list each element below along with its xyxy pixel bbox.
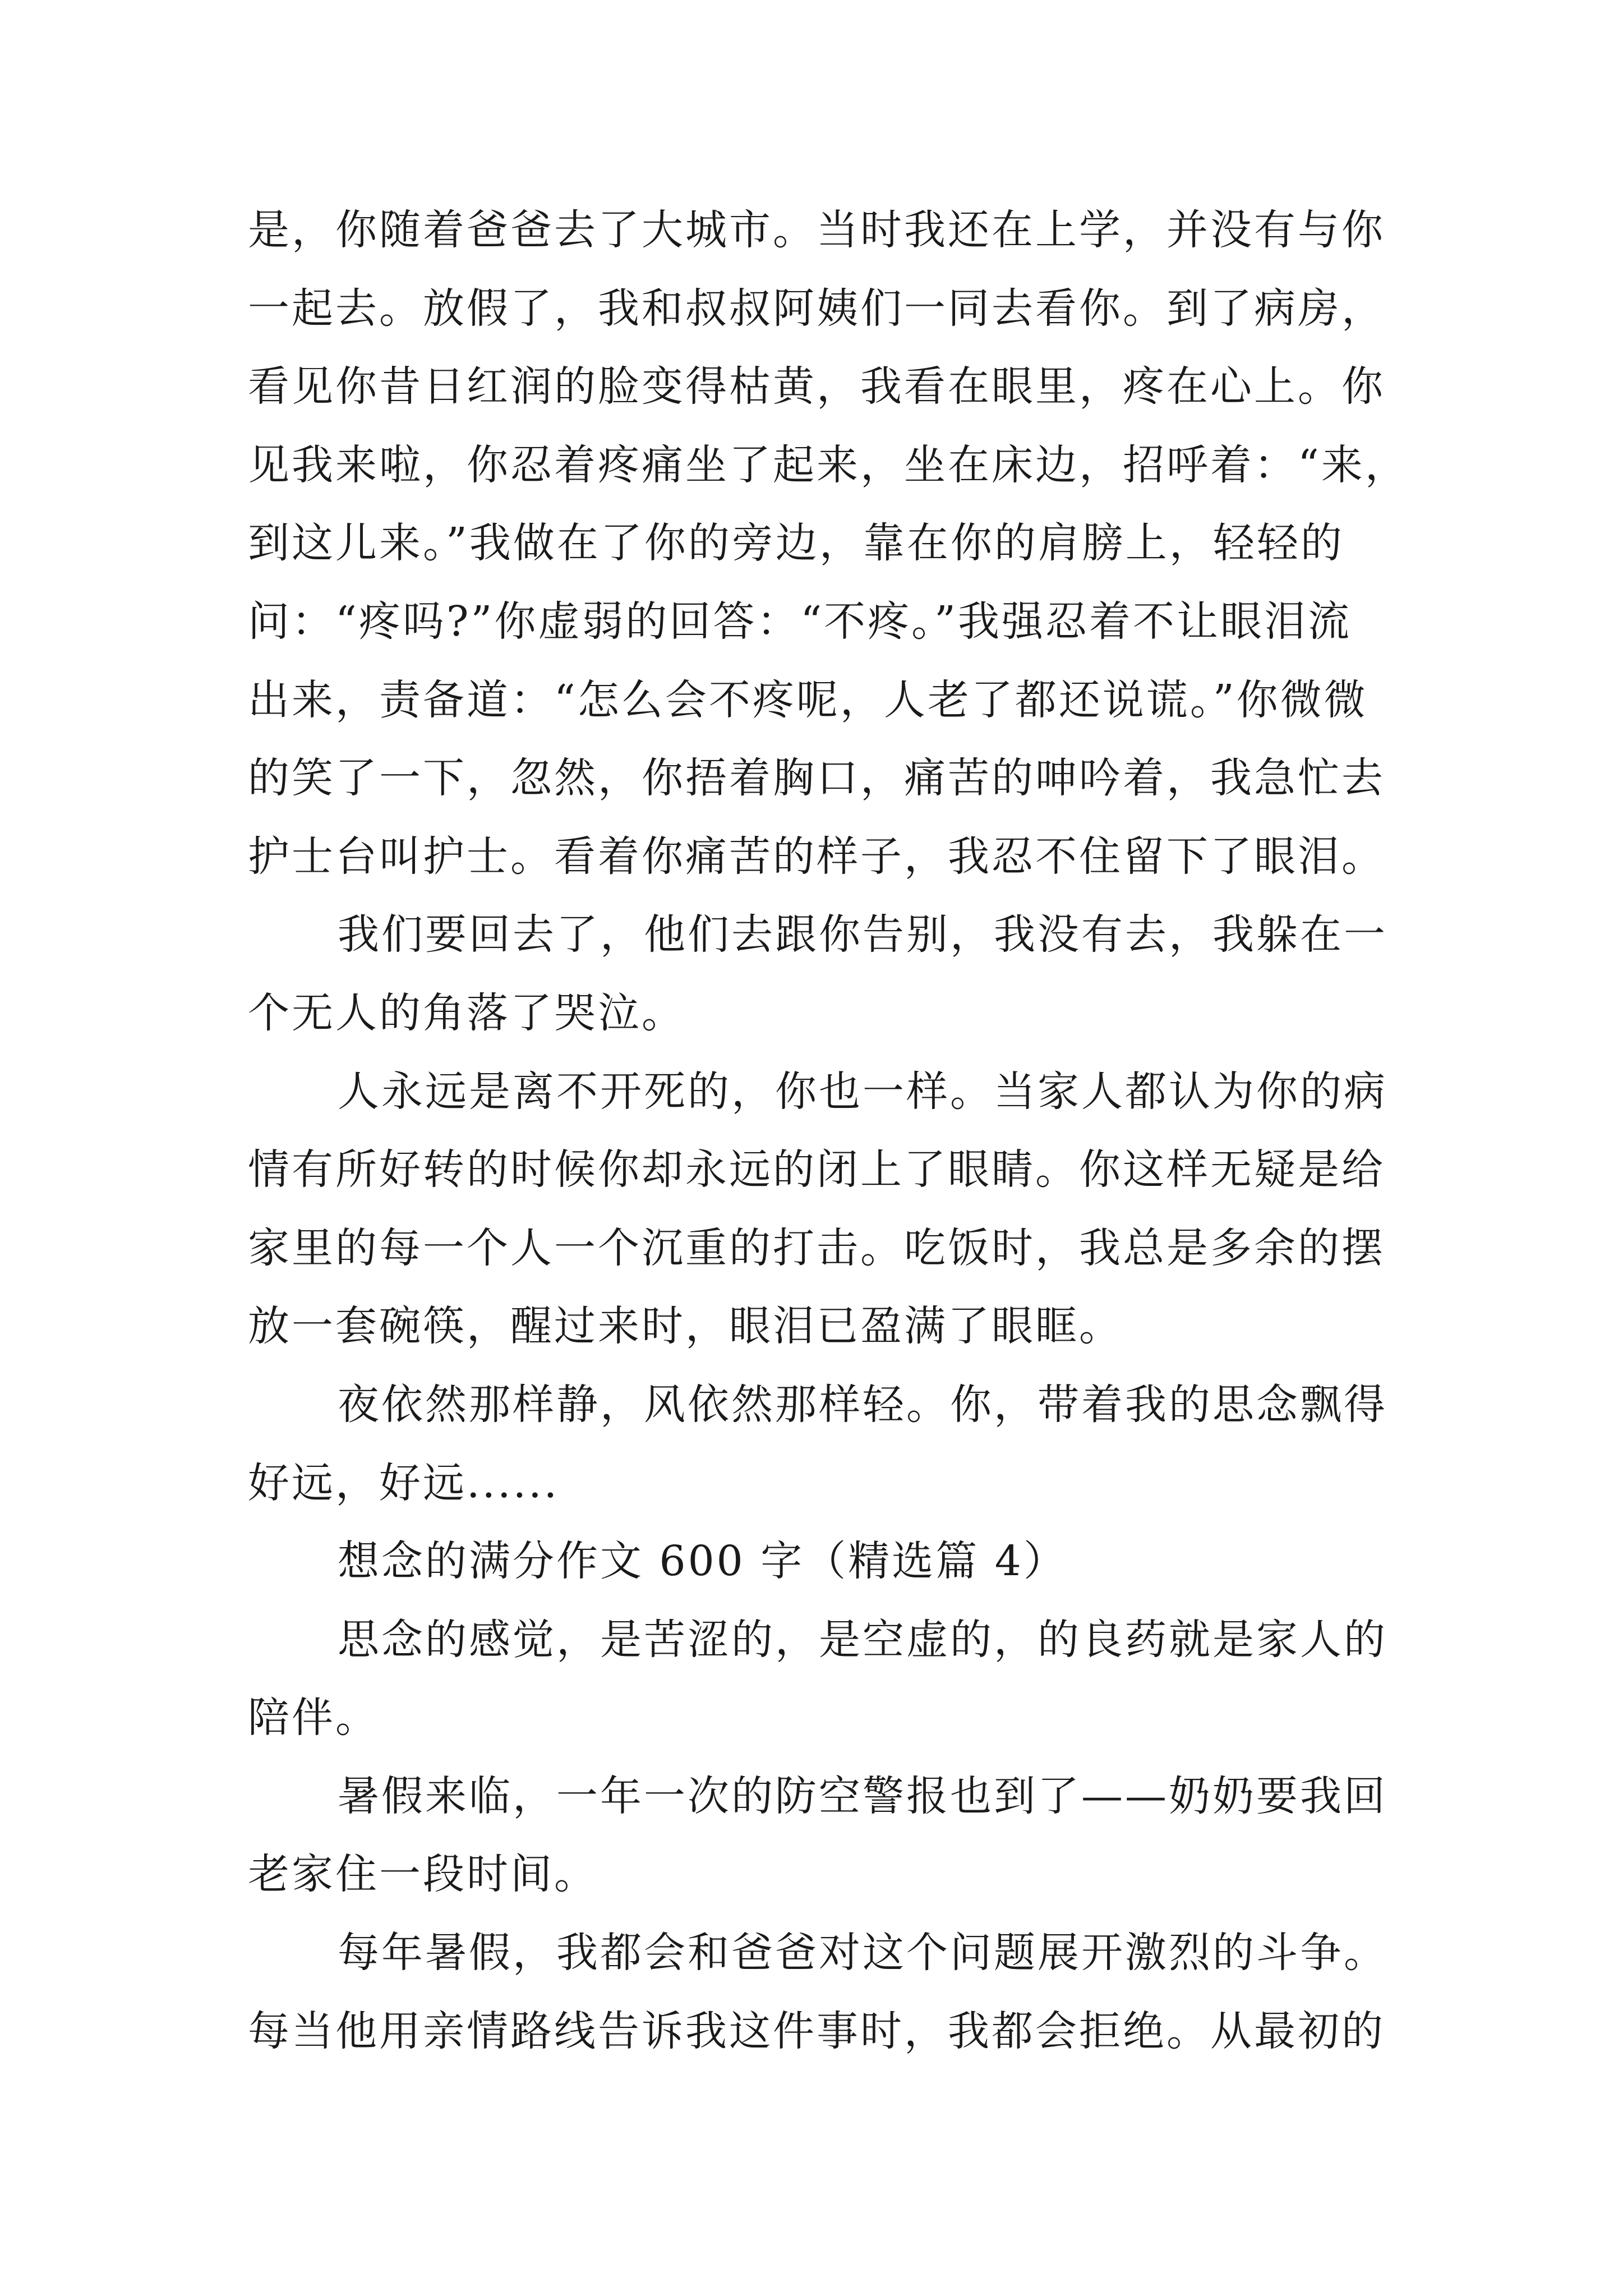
text-line: 陪伴。	[248, 1694, 379, 1742]
text-line: 护士台叫护士。看着你痛苦的样子，我忍不住留下了眼泪。	[248, 832, 1385, 881]
text-line: 的笑了一下，忽然，你捂着胸口，痛苦的呻吟着，我急忙去	[248, 754, 1385, 803]
text-line: 思念的感觉，是苦涩的，是空虚的，的良药就是家人的	[338, 1615, 1387, 1664]
text-line: 到这儿来。”我做在了你的旁边，靠在你的肩膀上，轻轻的	[248, 519, 1344, 568]
text-line: 夜依然那样静，风依然那样轻。你，带着我的思念飘得	[338, 1380, 1387, 1429]
text-line: 个无人的角落了哭泣。	[248, 988, 685, 1037]
text-line: 出来，责备道：“怎么会不疼呢，人老了都还说谎。”你微微	[248, 675, 1368, 724]
text-line: 情有所好转的时候你却永远的闭上了眼睛。你这样无疑是给	[248, 1145, 1385, 1194]
text-line: 我们要回去了，他们去跟你告别，我没有去，我躲在一	[338, 910, 1387, 959]
text-line: 见我来啦，你忍着疼痛坐了起来，坐在床边，招呼着：“来，	[248, 440, 1409, 489]
text-line: 问：“疼吗?”你虚弱的回答：“不疼。”我强忍着不让眼泪流	[248, 597, 1352, 646]
text-line: 每当他用亲情路线告诉我这件事时，我都会拒绝。从最初的	[248, 2007, 1385, 2055]
section-heading: 想念的满分作文 600 字（精选篇 4）	[338, 1537, 1067, 1586]
text-line: 一起去。放假了，我和叔叔阿姨们一同去看你。到了病房，	[248, 284, 1385, 333]
text-line: 家里的每一个人一个沉重的打击。吃饭时，我总是多余的摆	[248, 1223, 1385, 1272]
text-line: 看见你昔日红润的脸变得枯黄，我看在眼里，疼在心上。你	[248, 362, 1385, 411]
text-line: 是，你随着爸爸去了大城市。当时我还在上学，并没有与你	[248, 206, 1385, 254]
text-line: 暑假来临，一年一次的防空警报也到了——奶奶要我回	[338, 1772, 1387, 1820]
text-line: 老家住一段时间。	[248, 1850, 598, 1899]
text-line: 每年暑假，我都会和爸爸对这个问题展开激烈的斗争。	[338, 1929, 1387, 1977]
text-line: 好远，好远......	[248, 1458, 560, 1507]
text-line: 人永远是离不开死的，你也一样。当家人都认为你的病	[338, 1067, 1387, 1116]
body-text	[248, 202, 1409, 2081]
text-line: 放一套碗筷，醒过来时，眼泪已盈满了眼眶。	[248, 1302, 1123, 1351]
